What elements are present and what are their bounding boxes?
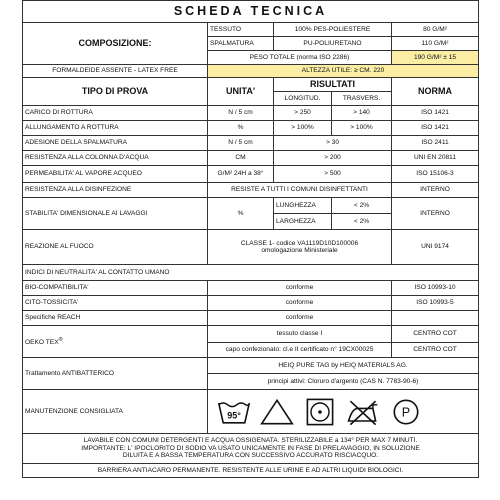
test-name: ALLUNGAMENTO A ROTTURA [23, 121, 208, 136]
test-name: RESISTENZA ALLA COLONNA D'ACQUA [23, 151, 208, 166]
stability-norm: INTERNO [392, 198, 479, 230]
test-norm: ISO 1421 [392, 106, 479, 121]
spec-table [22, 0, 479, 478]
width-value: < 2% [332, 214, 392, 230]
bio-value: conforme [208, 311, 392, 326]
barrier-note: BARRIERA ANTIACARO PERMANENTE. RESISTENTE ALLE URINE E AD ALTRI LIQUIDI BIOLOGICI. [23, 464, 479, 478]
test-trans: > 140 [332, 106, 392, 121]
test-norm: ISO 1421 [392, 121, 479, 136]
antibacterial-name: Trattamento ANTIBATTERICO [23, 358, 208, 390]
test-norm: INTERNO [392, 183, 479, 198]
fabric-label: TESSUTO [208, 23, 274, 37]
antibacterial-principle: principi attivi: Cloruro d'argento (CAS N. 7783-90-6) [208, 374, 479, 390]
test-long: > 250 [274, 106, 332, 121]
oeko-tex-norm: CENTRO COT [392, 326, 479, 343]
note-line-1: LAVABILE CON COMUNI DETERGENTI E ACQUA OSSIGENATA. STERILIZZABILE a 134° PER MAX 7 MINUTI. [83, 437, 418, 445]
fabric-weight: 80 G/M² [392, 23, 479, 37]
norm-header: NORMA [392, 78, 479, 106]
fire-norm: UNI 9174 [392, 230, 479, 265]
fire-class [208, 230, 392, 265]
wash-95-icon [216, 397, 252, 427]
washing-notes [23, 434, 479, 464]
page-title: SCHEDA TECNICA [23, 1, 479, 23]
iron-crossed-icon [345, 397, 381, 427]
total-weight-value: 190 G/M² ± 15 [392, 51, 479, 65]
test-type-header: TIPO DI PROVA [23, 78, 208, 106]
stability-unit: % [208, 198, 274, 230]
technical-sheet [22, 0, 478, 500]
neutrality-heading: INDICI DI NEUTRALITA' AL CONTATTO UMANO [23, 265, 479, 281]
oeko-tex-value: tessuto classe I [208, 326, 392, 343]
test-long: > 100% [274, 121, 332, 136]
coating-weight: 110 G/M² [392, 37, 479, 51]
wash-temp-label: 95° [227, 409, 241, 420]
test-name: CARICO DI ROTTURA [23, 106, 208, 121]
stability-name: STABILITA' DIMENSIONALE AI LAVAGGI [23, 198, 208, 230]
bio-value: conforme [208, 296, 392, 311]
fire-line-1: CLASSE 1- codice VA1119D10D100006 [240, 239, 359, 247]
fire-line-2: omologazione Ministeriale [261, 247, 338, 254]
longitudinal-header: LONGITUD. [274, 92, 332, 106]
care-name: MANUTENZIONE CONSIGLIATA [23, 390, 208, 434]
test-value: > 200 [274, 151, 392, 166]
fire-name: REAZIONE AL FUOCO [23, 230, 208, 265]
antibacterial-product: HEIQ PURE TAG by HEIQ MATERIALS AG. [208, 358, 479, 374]
transversal-header: TRASVERS. [332, 92, 392, 106]
test-unit: % [208, 121, 274, 136]
tumble-dry-icon [302, 397, 338, 427]
composition-label: COMPOSIZIONE: [23, 23, 208, 65]
bio-norm: ISO 10993-10 [392, 281, 479, 296]
test-norm: UNI EN 20811 [392, 151, 479, 166]
dry-clean-p-icon [388, 397, 424, 427]
oeko-tex-value: capo confezionato: cl.e II certificato n° 19CX00025 [208, 343, 392, 358]
length-label: LUNGHEZZA [274, 198, 332, 214]
test-value: > 500 [274, 166, 392, 183]
test-norm: ISO 15106-3 [392, 166, 479, 183]
care-icons-cell [208, 390, 479, 434]
test-trans: > 100% [332, 121, 392, 136]
usable-height: ALTEZZA UTILE: ≥ CM. 220 [208, 65, 479, 78]
dry-clean-letter: P [401, 405, 411, 419]
test-name: PERMEABILITA' AL VAPORE ACQUEO [23, 166, 208, 183]
formaldehyde-note: FORMALDEIDE ASSENTE - LATEX FREE [23, 65, 208, 78]
oeko-tex-name [23, 326, 208, 358]
bio-norm: ISO 10993-5 [392, 296, 479, 311]
test-unit: N / 5 cm [208, 106, 274, 121]
bio-name: Specifiche REACH [23, 311, 208, 326]
note-line-3: DILUITA E A BASSA TEMPERATURA CON SUCCESSIVO ACCURATO RISCIACQUO. [122, 452, 379, 460]
results-header: RISULTATI [274, 78, 392, 92]
coating-value: PU-POLIURETANO [274, 37, 392, 51]
test-value: RESISTE A TUTTI I COMUNI DISINFETTANTI [208, 183, 392, 198]
test-unit: N / 5 cm [208, 136, 274, 151]
bio-name: CITO-TOSSICITA' [23, 296, 208, 311]
bleach-triangle-icon [259, 397, 295, 427]
unit-header: UNITA' [208, 78, 274, 106]
fabric-value: 100% PES-POLIESTERE [274, 23, 392, 37]
note-line-2: IMPORTANTE: L' IPOCLORITO DI SODIO VA USATO UNICAMENTE IN FASE DI PRELAVAGGIO, IN SOLUZIONE [81, 444, 420, 452]
bio-value: conforme [208, 281, 392, 296]
bio-name: BIO-COMPATIBILITA' [23, 281, 208, 296]
test-unit: CM [208, 151, 274, 166]
oeko-tex-norm: CENTRO COT [392, 343, 479, 358]
length-value: < 2% [332, 198, 392, 214]
total-weight-label: PESO TOTALE (norma ISO 2286) [208, 51, 392, 65]
coating-label: SPALMATURA [208, 37, 274, 51]
test-norm: ISO 2411 [392, 136, 479, 151]
test-name: RESISTENZA ALLA DISINFEZIONE [23, 183, 208, 198]
test-unit: G/M² 24H a 38° [208, 166, 274, 183]
width-label: LARGHEZZA [274, 214, 332, 230]
test-value: > 30 [274, 136, 392, 151]
registered-mark: ® [58, 336, 63, 343]
bio-norm [392, 311, 479, 326]
test-name: ADESIONE DELLA SPALMATURA [23, 136, 208, 151]
oeko-tex-label: OEKO TEX [25, 338, 59, 346]
